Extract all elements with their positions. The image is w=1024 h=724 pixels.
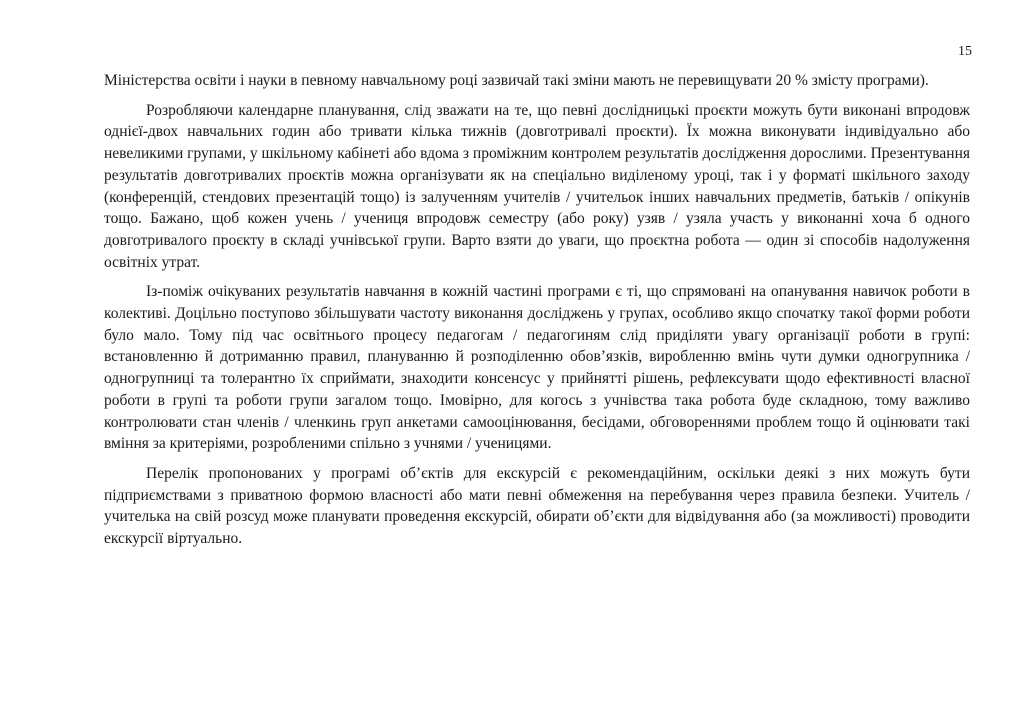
paragraph-calendar-planning: Розробляючи календарне планування, слід зважати на те, що певні дослідницькі проєкти можуть бути виконані впродовж однієї-двох навчальних годин або тривати кілька тижнів (довготривалі проєкти). Їх можна виконувати індивідуально або невеликими групами, у шкільному кабінеті або вдома з проміжним контролем результатів дослідження дорослими. Презентування результатів довготривалих проєктів можна організувати як на спеціально виділеному уроці, так і у форматі шкільного заходу (конференцій, стендових презентацій тощо) із залученням учителів / учительок інших навчальних предметів, батьків / опікунів тощо. Бажано, щоб кожен учень / учениця впродовж семестру (або року) узяв / узяла участь у виконанні хоча б одного довготривалого проєкту в складі учнівської групи. Варто взяти до уваги, що проєктна робота — один зі способів надолуження освітніх утрат. <box>104 101 970 271</box>
page-number: 15 <box>958 44 972 59</box>
paragraph-group-work: Із-поміж очікуваних результатів навчання в кожній частині програми є ті, що спрямовані на опанування навичок роботи в колективі. Доцільно поступово збільшувати частоту виконання досліджень у групах, особливо якщо спочатку такої форми роботи було мало. Тому під час освітнього процесу педагогам / педагогиням слід приділяти увагу організації роботи в групі: встановленню й дотриманню правил, плануванню й розподіленню обов’язків, виробленню вмінь чути думки одногрупника / одногрупниці та толерантно їх сприймати, знаходити консенсус у прийнятті рішень, рефлексувати щодо ефективності власної роботи в групі та роботи групи загалом тощо. Імовірно, для когось з учнівства така робота буде складною, тому важливо контролювати стан членів / членкинь груп анкетами самооцінювання, бесідами, обговореннями проблем тощо й оцінювати такі вміння за критеріями, розробленими спільно з учнями / ученицями. <box>104 283 970 453</box>
paragraph-continuation: Міністерства освіти і науки в певному навчальному році зазвичай такі зміни мають не перевищувати 20 % змісту програми). <box>104 72 929 89</box>
paragraph-excursions: Перелік пропонованих у програмі об’єктів для екскурсій є рекомендаційним, оскільки деякі з них можуть бути підприємствами з приватною формою власності або мати певні обмеження на перебування через правила безпеки. Учитель / учителька на свій розсуд може планувати проведення екскурсій, обирати об’єкти для відвідування або (за можливості) проводити екскурсії віртуально. <box>104 464 970 548</box>
page-body <box>104 70 970 558</box>
